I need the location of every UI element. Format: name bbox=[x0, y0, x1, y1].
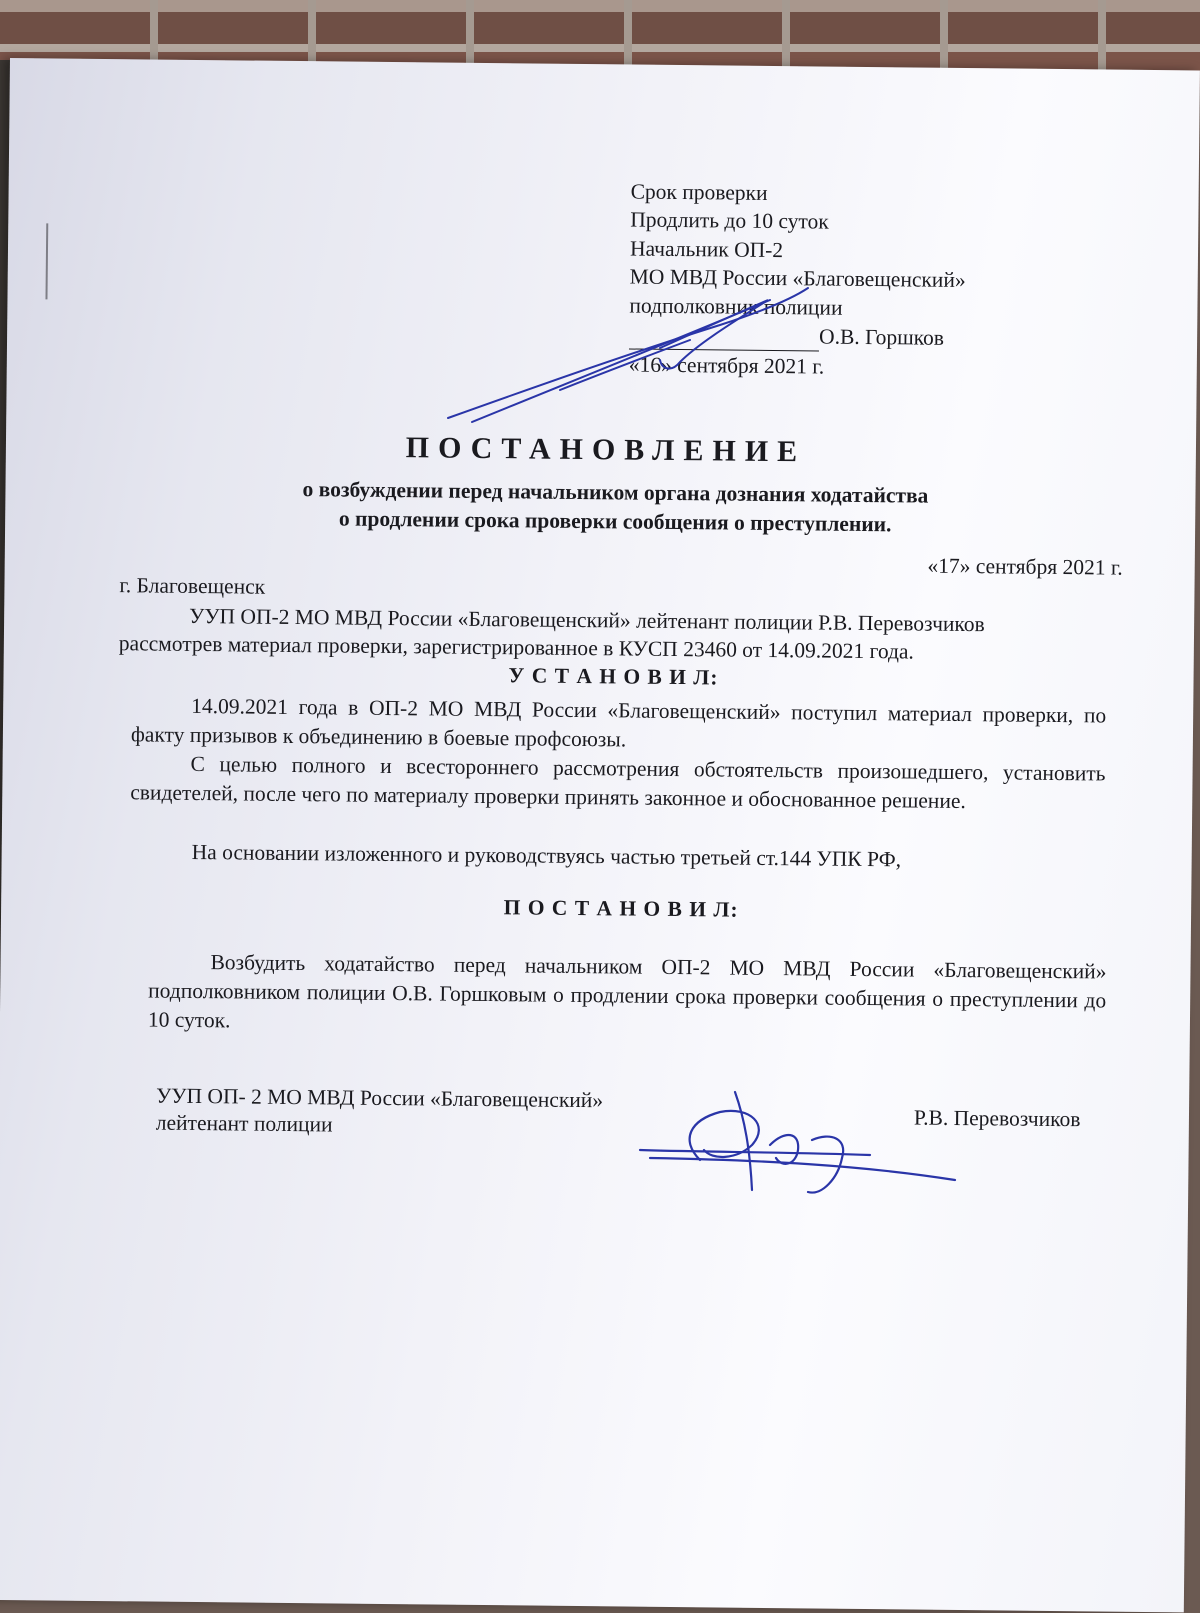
signature-name: Р.В. Перевозчиков bbox=[913, 1105, 1081, 1132]
signature-position-line-1: УУП ОП- 2 МО МВД России «Благовещенский» bbox=[156, 1083, 604, 1113]
approval-signature-line bbox=[629, 320, 944, 352]
signature-position-line-2: лейтенант полиции bbox=[155, 1110, 333, 1137]
intro-line-1: УУП ОП-2 МО МВД России «Благовещенский» лейтенант полиции Р.В. Перевозчиков bbox=[189, 603, 985, 637]
ustanovil-paragraph-2: С целью полного и всестороннего рассмотрения обстоятельств произошедшего, установить свидетелей, после чего по материалу проверки принять законное и обоснованное решение. bbox=[130, 751, 1106, 814]
postanovil-paragraph: Возбудить ходатайство перед начальником ОП-2 МО МВД России «Благовещенский» подполковником полиции О.В. Горшковым о продлении срока проверки сообщения о преступлении до 10 суток. bbox=[147, 950, 1107, 1033]
approval-name: О.В. Горшков bbox=[819, 324, 945, 350]
approval-line-5: подполковник полиции bbox=[629, 293, 843, 320]
page-title: ПОСТАНОВЛЕНИЕ bbox=[405, 431, 807, 469]
document-page bbox=[0, 58, 1200, 1612]
margin-mark bbox=[45, 223, 48, 299]
approval-line-2: Продлить до 10 суток bbox=[630, 207, 829, 234]
document-date: «17» сентября 2021 г. bbox=[927, 553, 1123, 580]
subtitle-line-2: о продлении срока проверки сообщения о преступлении. bbox=[338, 506, 892, 537]
ustanovil-heading: У С Т А Н О В И Л: bbox=[508, 663, 719, 690]
subtitle-line-1: о возбуждении перед начальником органа дознания ходатайства bbox=[302, 477, 929, 508]
approval-line-1: Срок проверки bbox=[630, 179, 768, 205]
ustanovil-paragraph-1: 14.09.2021 года в ОП-2 МО МВД России «Благовещенский» поступил материал проверки, по факту призывов к объединению в боевые профсоюзы. bbox=[130, 693, 1107, 752]
approval-date: «16» сентября 2021 г. bbox=[628, 352, 825, 379]
approval-line-3: Начальник ОП-2 bbox=[629, 236, 784, 263]
postanovil-heading: П О С Т А Н О В И Л: bbox=[503, 895, 739, 922]
ustanovil-paragraph-3: На основании изложенного и руководствуясь частью третьей ст.144 УПК РФ, bbox=[191, 839, 902, 872]
approval-line-4: МО МВД России «Благовещенский» bbox=[629, 264, 966, 293]
document-city: г. Благовещенск bbox=[119, 573, 266, 599]
intro-line-2: рассмотрев материал проверки, зарегистрированное в КУСП 23460 от 14.09.2021 года. bbox=[118, 631, 915, 664]
